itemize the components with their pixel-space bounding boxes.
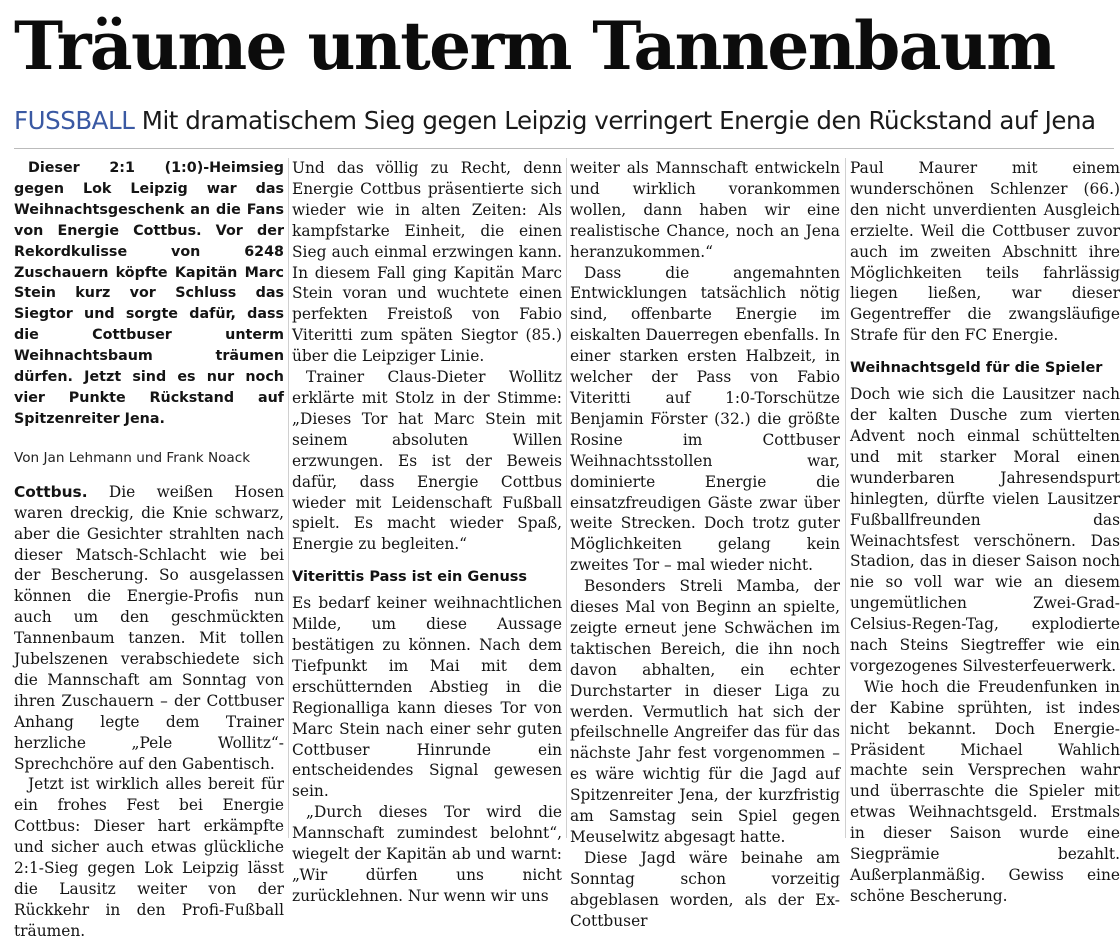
section-subhead: Viterittis Pass ist ein Genuss [292,569,528,586]
article-paragraph: Besonders Streli Mamba, der dieses Mal von Beginn an spielte, zeigte erneut jene Schwächen im taktischen Bereich, die ihn noch davon abhalten, ein echter Durchstarter in dieser Liga zu werden. Vermutlich hat sich der pfeilschnelle Angreifer das für das nächste Jahr fest vorgenommen – es wäre wichtig für die Jagd auf Spitzenreiter Jena, der kurzfristig am Samstag sein Spiel gegen Meuselwitz abgesagt hatte. [570,577,840,846]
section-subhead: Weihnachtsgeld für die Spieler [850,360,1103,377]
article-paragraph: Jetzt ist wirklich alles bereit für ein frohes Fest bei Energie Cottbus: Dieser hart erkämpfte und sicher auch etwas glückliche 2:1-Sieg gegen Lok Leipzig lässt die Lausitz weiter von der Rückkehr in den Profi-Fußball träumen. [14,775,284,940]
article-paragraph: Dass die angemahnten Entwicklungen tatsächlich nötig sind, offenbarte Energie im eiskalten Dauerregen ebenfalls. In einer starken ersten Halbzeit, in welcher der Pass von Fabio Viteritti auf 1:0-Torschütze Benjamin Förster (32.) die größte Rosine im Cottbuser Weihnachtsstollen war, dominierte Energie die einsatzfreudigen Gäste zwar über weite Strecken. Doch trotz guter Möglichkeiten gelang kein zweites Tor – mal wieder nicht. [570,263,840,575]
subheadline [14,100,1114,142]
article-paragraph: „Durch dieses Tor wird die Mannschaft zumindest belohnt“, wiegelt der Kapitän ab und warnt: „Wir dürfen uns nicht zurücklehnen. Nur wenn wir uns [292,803,562,905]
header-rule [14,148,1114,149]
article-lead: Dieser 2:1 (1:0)-Heimsieg gegen Lok Leipzig war das Weihnachtsgeschenk an die Fans von Energie Cottbus. Vor der Rekordkulisse von 6248 Zuschauern köpfte Kapitän Marc Stein kurz vor Schluss das Siegtor und sorgte dafür, dass die Cottbuser unterm Weihnachtsbaum träumen dürfen. Jetzt sind es nur noch vier Punkte Rückstand auf Spitzenreiter Jena. [14,160,284,427]
column-divider [288,158,289,838]
article-paragraph [14,482,284,775]
article-column-1 [14,158,284,940]
article-paragraph: weiter als Mannschaft entwickeln und wirklich vorankommen wollen, dann haben wir eine realistische Chance, noch an Jena heranzukommen.“ [570,159,840,261]
subheadline-text: Mit dramatischem Sieg gegen Leipzig verringert Energie den Rückstand auf Jena [141,106,1096,135]
column-divider [566,158,567,838]
article-paragraph: Diese Jagd wäre beinahe am Sonntag schon vorzeitig abgeblasen worden, als der Ex-Cottbuser [570,848,840,930]
article-column-4 [850,158,1120,905]
column-divider [845,158,846,838]
article-column-2 [292,158,562,905]
article-paragraph: Paul Maurer mit einem wunderschönen Schlenzer (66.) den nicht unverdienten Ausgleich erzielte. Weil die Cottbuser zuvor auch im zweiten Abschnitt ihre Möglichkeiten teils fahrlässig liegen ließen, war dieser Gegentreffer die zwangsläufige Strafe für den FC Energie. [850,159,1120,345]
byline: Von Jan Lehmann und Frank Noack [14,449,251,466]
headline: Träume unterm Tannenbaum [14,7,1055,85]
paragraph-text: Die weißen Hosen waren dreckig, die Knie schwarz, aber die Gesichter strahlten nach dieser Matsch-Schlacht wie bei der Bescherung. So ausgelassen können die Energie-Profis nun auch um den geschmückten Tannenbaum tanzen. Mit tollen Jubelszenen verabschiedete sich die Mannschaft am Sonntag von ihren Zuschauern – der Cottbuser Anhang legte dem Trainer herzliche „Pele Wollitz“-Sprechchöre auf den Gabentisch. [14,482,284,773]
article-paragraph: Doch wie sich die Lausitzer nach der kalten Dusche zum vierten Advent noch einmal schüttelten und mit starker Moral einen wunderbaren Jahresendspurt hinlegten, dürfte vielen Lausitzer Fußballfreunden das Weinachtsfest verschönern. Das Stadion, das in dieser Saison noch nie so voll war wie an diesem ungemütlichen Zwei-Grad-Celsius-Regen-Tag, explodierte nach Steins Siegtreffer wie ein vorgezogenes Silvesterfeuerwerk. [850,385,1120,675]
dateline: Cottbus. [14,482,88,501]
article-paragraph: Es bedarf keiner weihnachtlichen Milde, um diese Aussage bestätigen zu können. Nach dem Tiefpunkt im Mai mit dem erschütternden Abstieg in die Regionalliga kann dieses Tor von Marc Stein nach einer sehr guten Cottbuser Hinrunde ein entscheidendes Signal gewesen sein. [292,594,562,801]
section-kicker: FUSSBALL [14,106,135,135]
article-column-3 [570,158,840,930]
article-paragraph: Trainer Claus-Dieter Wollitz erklärte mit Stolz in der Stimme: „Dieses Tor hat Marc Stein mit seinem absoluten Willen erzwungen. Es ist der Beweis dafür, dass Energie Cottbus wieder mit Leidenschaft Fußball spielt. Es macht wieder Spaß, Energie zu begleiten.“ [292,368,562,554]
article-paragraph: Und das völlig zu Recht, denn Energie Cottbus präsentierte sich wieder wie in alten Zeiten: Als kampfstarke Einheit, die einen Sieg auch einmal erzwingen kann. In diesem Fall ging Kapitän Marc Stein voran und wuchtete einen perfekten Freistoß von Fabio Viteritti zum späten Siegtor (85.) über die Leipziger Linie. [292,159,562,366]
article-paragraph: Wie hoch die Freudenfunken in der Kabine sprühten, ist indes nicht bekannt. Doch Energie-Präsident Michael Wahlich machte sein Versprechen wahr und überraschte die Spieler mit etwas Weihnachtsgeld. Erstmals in dieser Saison wurde eine Siegprämie bezahlt. Außerplanmäßig. Gewiss eine schöne Bescherung. [850,677,1120,905]
